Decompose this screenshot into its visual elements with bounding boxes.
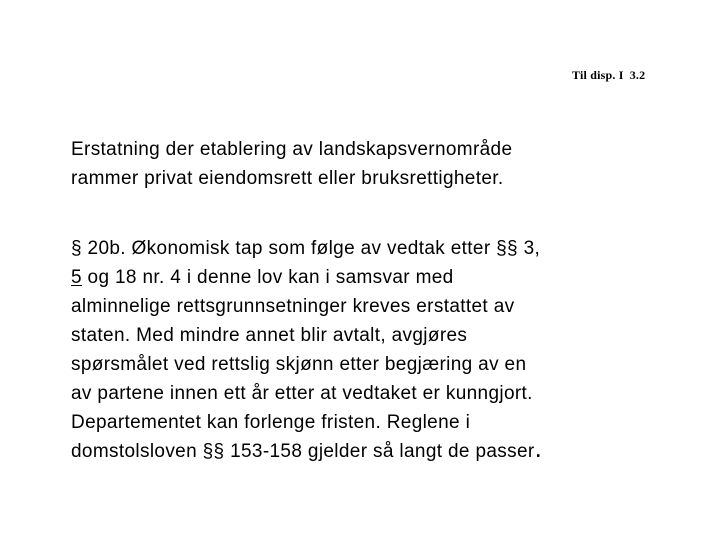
section-line-7: Departementet kan forlenge fristen. Reglene i (71, 412, 471, 433)
section-line-5: spørsmålet ved rettslig skjønn etter begjæring av en (71, 354, 527, 375)
section-line-6: av partene innen ett år etter at vedtaket er kunngjort. (71, 383, 533, 404)
section-paragraph (71, 234, 542, 466)
section-line-2-text: og 18 nr. 4 i denne lov kan i samsvar med (81, 267, 454, 288)
reference-number: 3.2 (629, 68, 646, 82)
section-line-4: staten. Med mindre annet blir avtalt, avgjøres (71, 325, 468, 346)
document-reference (572, 68, 645, 83)
reference-prefix: Til disp. I (572, 68, 624, 82)
section-line-2 (71, 263, 542, 292)
section-line-8 (71, 433, 543, 466)
section-line-3: alminnelige rettsgrunnsetninger kreves erstattet av (71, 296, 515, 317)
intro-line-2: rammer privat eiendomsrett eller bruksrettigheter. (71, 168, 504, 189)
section-line-1: § 20b. Økonomisk tap som følge av vedtak etter §§ 3, (71, 238, 541, 259)
section-line-8-text: domstolsloven §§ 153-158 gjelder så langt de passer (71, 441, 535, 462)
intro-line-1: Erstatning der etablering av landskapsvernområde (71, 139, 513, 160)
section-5-link[interactable]: 5 (71, 267, 82, 288)
intro-paragraph (71, 135, 512, 193)
final-period: . (534, 433, 543, 463)
